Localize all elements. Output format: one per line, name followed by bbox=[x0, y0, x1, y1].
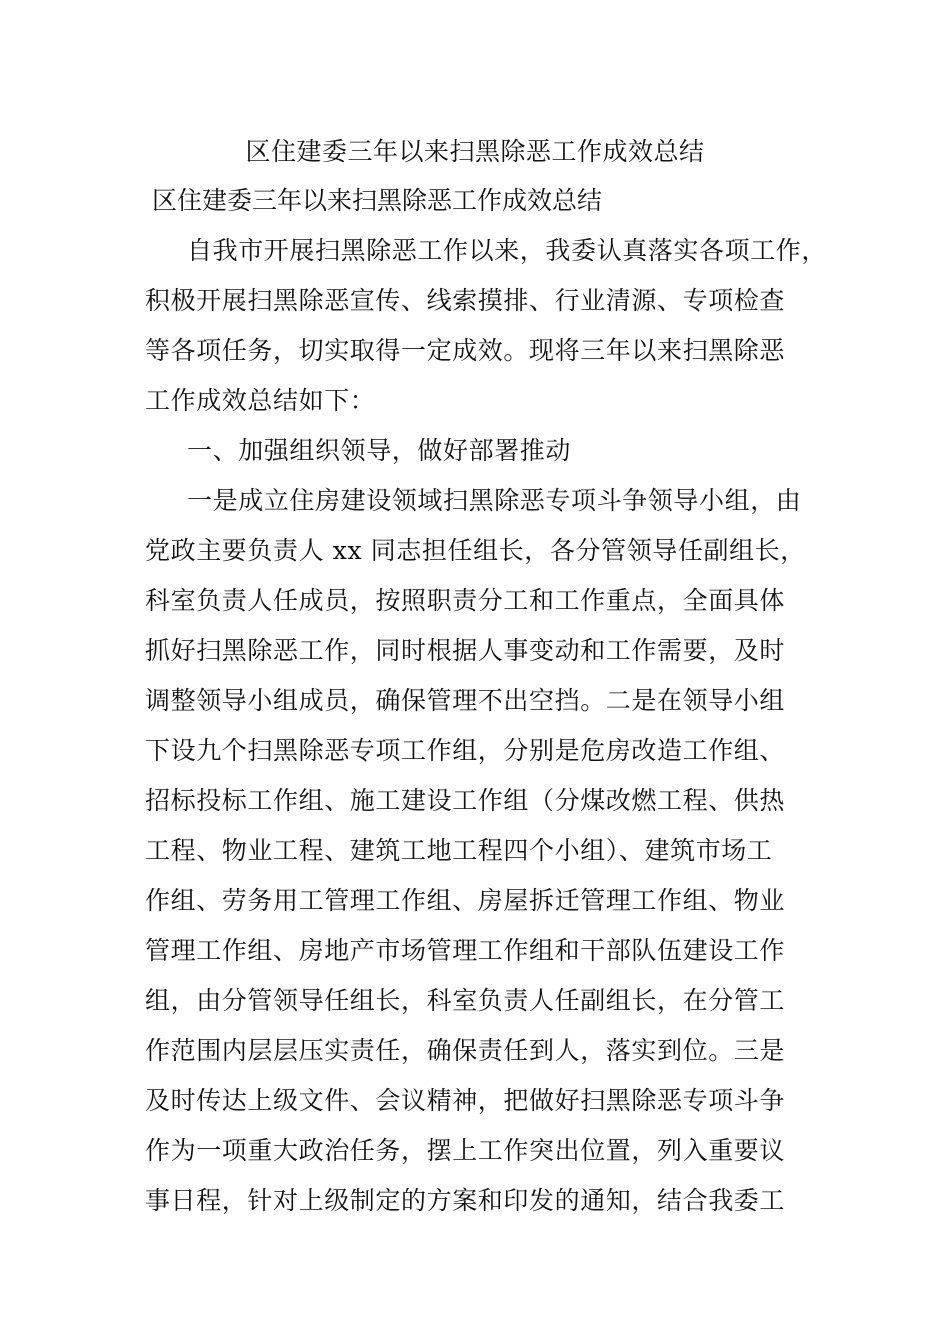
paragraph-line: 抓好扫黑除恶工作，同时根据人事变动和工作需要，及时 bbox=[145, 636, 786, 665]
paragraph-line: 党政主要负责人 xx 同志担任组长，各分管领导任副组长， bbox=[145, 536, 806, 565]
paragraph-line: 招标投标工作组、施工建设工作组（分煤改燃工程、供热 bbox=[145, 786, 786, 815]
paragraph-line: 科室负责人任成员，按照职责分工和工作重点，全面具体 bbox=[145, 586, 786, 615]
document-subtitle: 区住建委三年以来扫黑除恶工作成效总结 bbox=[152, 186, 603, 215]
section-heading: 一、加强组织领导，做好部署推动 bbox=[187, 436, 572, 465]
paragraph-line: 一是成立住房建设领域扫黑除恶专项斗争领导小组，由 bbox=[187, 486, 802, 515]
paragraph-line: 作范围内层层压实责任，确保责任到人，落实到位。三是 bbox=[145, 1036, 786, 1065]
paragraph-line: 下设九个扫黑除恶专项工作组，分别是危房改造工作组、 bbox=[145, 736, 786, 765]
paragraph-line: 及时传达上级文件、会议精神，把做好扫黑除恶专项斗争 bbox=[145, 1086, 786, 1115]
document-title: 区住建委三年以来扫黑除恶工作成效总结 bbox=[245, 137, 705, 166]
paragraph-line: 作为一项重大政治任务，摆上工作突出位置，列入重要议 bbox=[145, 1136, 786, 1165]
paragraph-line: 组，由分管领导任组长，科室负责人任副组长，在分管工 bbox=[145, 986, 786, 1015]
paragraph-line: 工作成效总结如下： bbox=[145, 386, 376, 415]
paragraph-line: 积极开展扫黑除恶宣传、线索摸排、行业清源、专项检查 bbox=[145, 286, 786, 315]
paragraph-line: 事日程，针对上级制定的方案和印发的通知，结合我委工 bbox=[145, 1186, 786, 1215]
paragraph-line: 等各项任务，切实取得一定成效。现将三年以来扫黑除恶 bbox=[145, 336, 786, 365]
paragraph-line: 工程、物业工程、建筑工地工程四个小组）、建筑市场工 bbox=[145, 836, 773, 865]
paragraph-line: 管理工作组、房地产市场管理工作组和干部队伍建设工作 bbox=[145, 936, 786, 965]
paragraph-line: 作组、劳务用工管理工作组、房屋拆迁管理工作组、物业 bbox=[145, 886, 786, 915]
paragraph-line: 自我市开展扫黑除恶工作以来，我委认真落实各项工作， bbox=[187, 236, 828, 265]
paragraph-line: 调整领导小组成员，确保管理不出空挡。二是在领导小组 bbox=[145, 686, 786, 715]
